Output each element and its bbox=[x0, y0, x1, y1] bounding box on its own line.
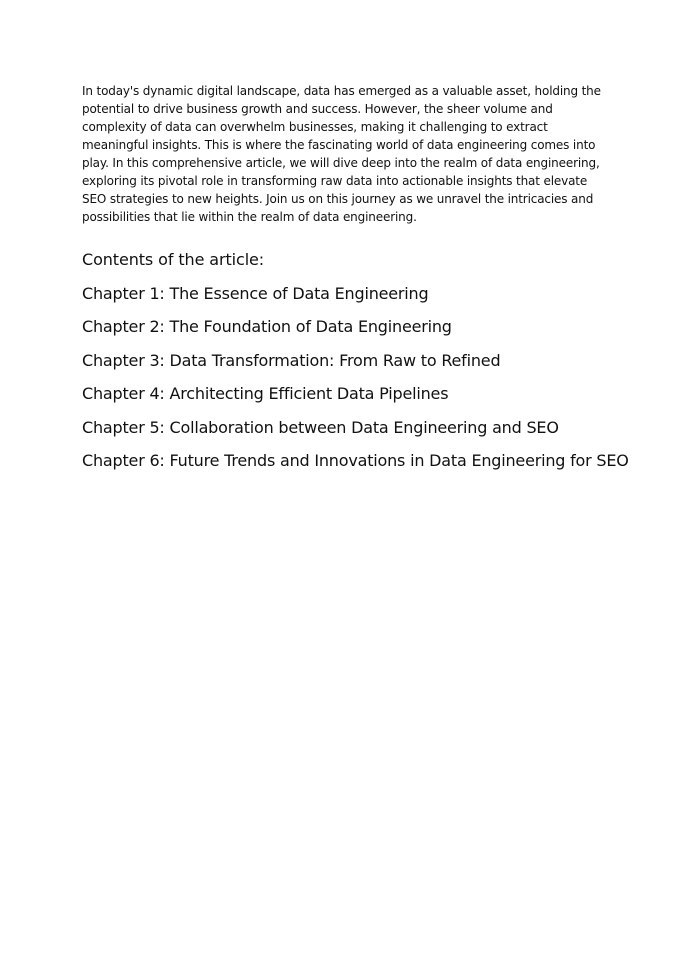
chapter-5-item: Chapter 5: Collaboration between Data Engineering and SEO bbox=[82, 417, 559, 437]
document-page bbox=[82, 82, 629, 484]
chapter-2-item: Chapter 2: The Foundation of Data Engineering bbox=[82, 317, 452, 337]
chapter-1-item: Chapter 1: The Essence of Data Engineering bbox=[82, 284, 429, 303]
table-of-contents bbox=[82, 284, 629, 471]
chapter-4-item: Chapter 4: Architecting Efficient Data Pipelines bbox=[82, 384, 449, 404]
chapter-6-item: Chapter 6: Future Trends and Innovations in Data Engineering for SEO bbox=[82, 450, 629, 470]
contents-heading: Contents of the article: bbox=[82, 250, 265, 269]
chapter-3-item: Chapter 3: Data Transformation: From Raw to Refined bbox=[82, 350, 501, 370]
intro-paragraph: In today's dynamic digital landscape, data has emerged as a valuable asset, holding the potential to drive business growth and success. However, the sheer volume and complexity of data can overwhelm businesses, making it challenging to extract meaningful insights. This is where the fascinating world of data engineering comes into play. In this comprehensive article, we will dive deep into the realm of data engineering, exploring its pivotal role in transforming raw data into actionable insights that elevate SEO strategies to new heights. Join us on this journey as we unravel the intricacies and possibilities that lie within the realm of data engineering. bbox=[82, 84, 601, 224]
